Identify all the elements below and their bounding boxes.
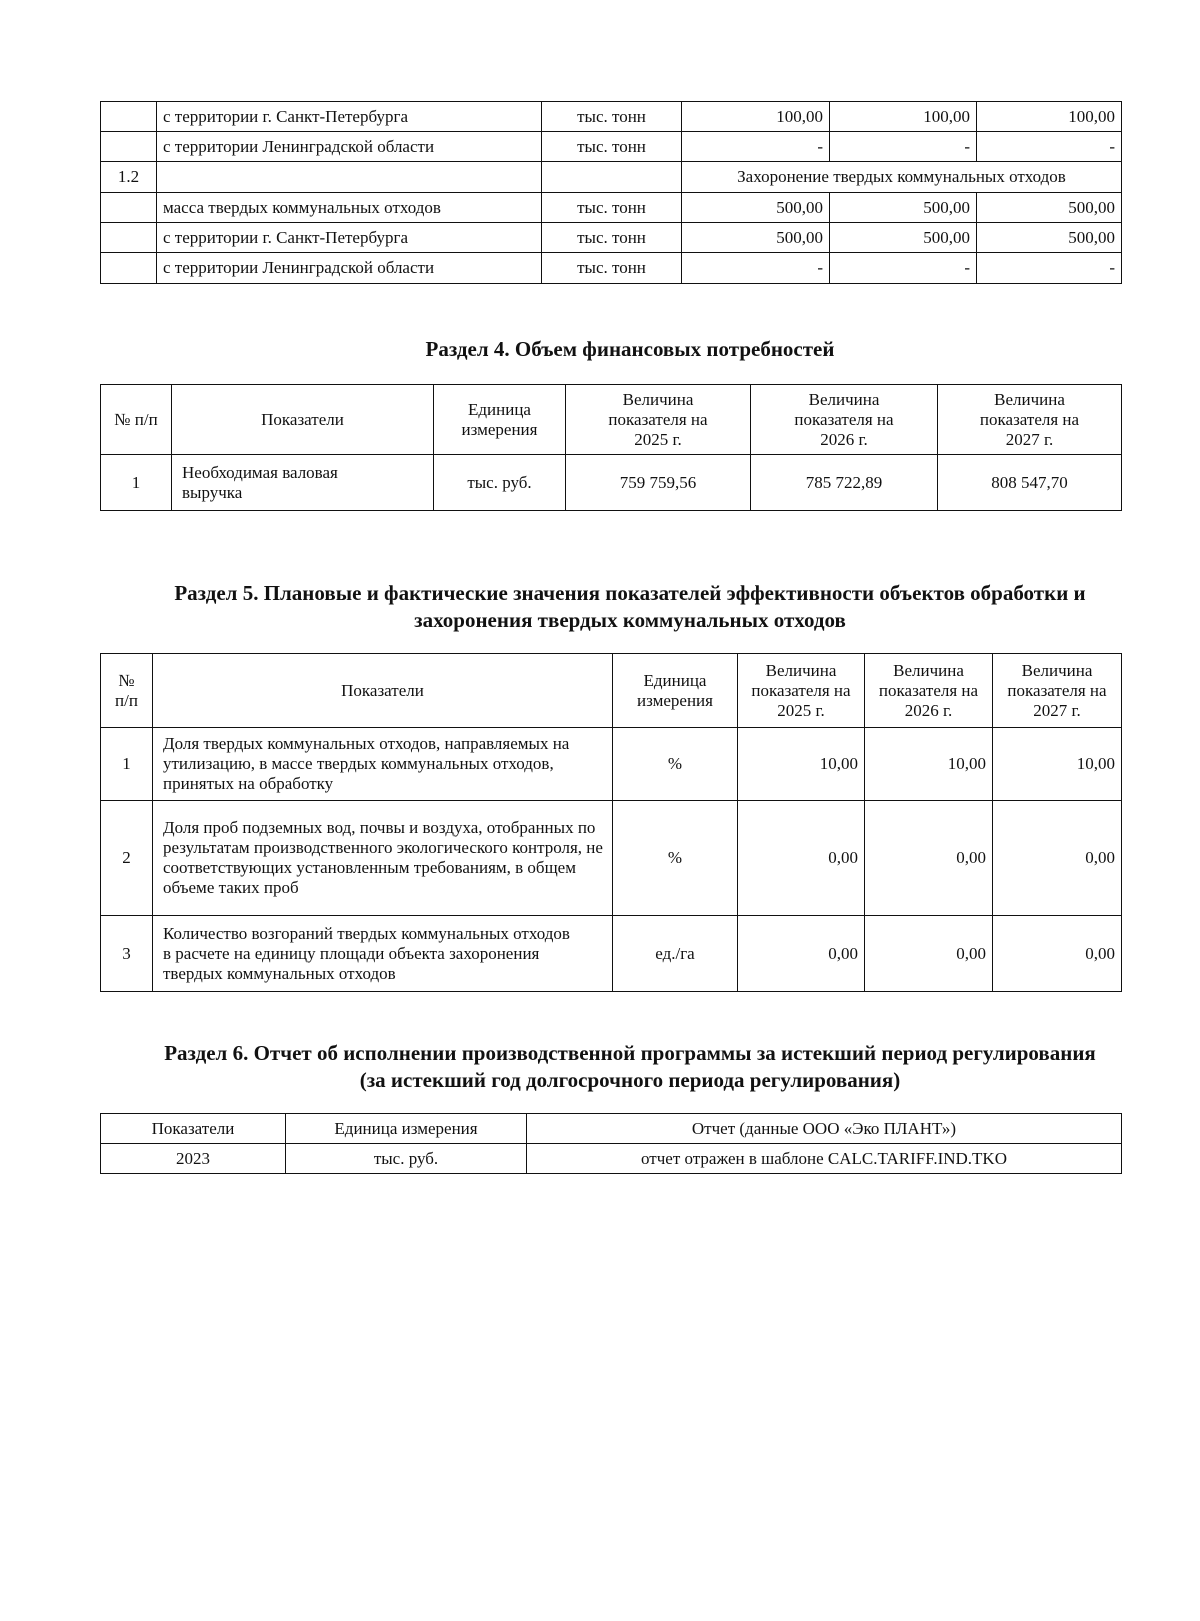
row-value-2026: 0,00 bbox=[865, 916, 993, 992]
row-unit: тыс. руб. bbox=[286, 1144, 527, 1174]
row-value-2025: 0,00 bbox=[738, 916, 865, 992]
row-name: Доля проб подземных вод, почвы и воздуха, отобранных по результатам производственного экологического контроля, не соответствующих установленным требованиям, в общем объеме таких проб bbox=[153, 801, 613, 916]
table-section6 bbox=[100, 1113, 1122, 1174]
table-section3-tail bbox=[100, 101, 1122, 284]
header-report: Отчет (данные ООО «Эко ПЛАНТ») bbox=[527, 1114, 1122, 1144]
section6-title: Раздел 6. Отчет об исполнении производственной программы за истекший период регулирования (за истекший год долгосрочного периода регулирования) bbox=[164, 1041, 1096, 1092]
row-value-2027: 0,00 bbox=[993, 916, 1122, 992]
row-value-2027: 500,00 bbox=[977, 193, 1122, 223]
table-row bbox=[101, 193, 1122, 223]
table-section5 bbox=[100, 653, 1122, 992]
header-num: № п/п bbox=[101, 654, 153, 728]
section4-title: Раздел 4. Объем финансовых потребностей bbox=[425, 337, 835, 361]
row-value-2025: 0,00 bbox=[738, 801, 865, 916]
row-value-2027: - bbox=[977, 253, 1122, 284]
row-num bbox=[101, 132, 157, 162]
row-name: с территории Ленинградской области bbox=[157, 132, 542, 162]
row-value-2027: 100,00 bbox=[977, 102, 1122, 132]
header-indicator: Показатели bbox=[101, 1114, 286, 1144]
row-name: Необходимая валовая выручка bbox=[172, 455, 434, 511]
row-unit: тыс. тонн bbox=[542, 223, 682, 253]
table-row bbox=[101, 102, 1122, 132]
row-value-2025: 10,00 bbox=[738, 728, 865, 801]
row-value-2026: - bbox=[830, 132, 977, 162]
row-value-2026: 0,00 bbox=[865, 801, 993, 916]
row-value-2026: 10,00 bbox=[865, 728, 993, 801]
row-value-2027: - bbox=[977, 132, 1122, 162]
row-num bbox=[101, 253, 157, 284]
row-value-2027: 10,00 bbox=[993, 728, 1122, 801]
row-value-2026: 500,00 bbox=[830, 193, 977, 223]
table-row bbox=[101, 455, 1122, 511]
row-num: 1 bbox=[101, 455, 172, 511]
row-value-2025: - bbox=[682, 253, 830, 284]
header-unit: Единица измерения bbox=[434, 385, 566, 455]
row-value-2025: 100,00 bbox=[682, 102, 830, 132]
row-unit: тыс. тонн bbox=[542, 253, 682, 284]
header-name: Показатели bbox=[153, 654, 613, 728]
row-value-2025: 759 759,56 bbox=[566, 455, 751, 511]
row-unit: тыс. руб. bbox=[434, 455, 566, 511]
table-row bbox=[101, 728, 1122, 801]
row-unit: тыс. тонн bbox=[542, 102, 682, 132]
header-value-2025: Величина показателя на 2025 г. bbox=[566, 385, 751, 455]
row-value-2026: 500,00 bbox=[830, 223, 977, 253]
row-value-2025: 500,00 bbox=[682, 193, 830, 223]
table-row bbox=[101, 801, 1122, 916]
table-row bbox=[101, 1144, 1122, 1174]
row-value-2026: 100,00 bbox=[830, 102, 977, 132]
row-value-2025: 500,00 bbox=[682, 223, 830, 253]
table-header-row bbox=[101, 385, 1122, 455]
row-value-2027: 808 547,70 bbox=[938, 455, 1122, 511]
row-value-2025: - bbox=[682, 132, 830, 162]
row-indicator: 2023 bbox=[101, 1144, 286, 1174]
header-unit: Единица измерения bbox=[613, 654, 738, 728]
row-unit: ед./га bbox=[613, 916, 738, 992]
row-num bbox=[101, 193, 157, 223]
row-name: с территории г. Санкт-Петербурга bbox=[157, 223, 542, 253]
row-name: с территории Ленинградской области bbox=[157, 253, 542, 284]
header-num: № п/п bbox=[101, 385, 172, 455]
row-name: Количество возгораний твердых коммунальных отходов в расчете на единицу площади объекта захоронения твердых коммунальных отходов bbox=[153, 916, 613, 992]
table-row bbox=[101, 162, 1122, 193]
header-value-2027: Величина показателя на 2027 г. bbox=[993, 654, 1122, 728]
header-name: Показатели bbox=[172, 385, 434, 455]
row-unit: % bbox=[613, 728, 738, 801]
section5-title: Раздел 5. Плановые и фактические значения показателей эффективности объектов обработки и захоронения твердых коммунальных отходов bbox=[174, 581, 1086, 632]
table-header-row bbox=[101, 1114, 1122, 1144]
row-value-2026: 785 722,89 bbox=[751, 455, 938, 511]
row-name: с территории г. Санкт-Петербурга bbox=[157, 102, 542, 132]
row-num: 1.2 bbox=[101, 162, 157, 193]
row-num bbox=[101, 223, 157, 253]
row-num: 2 bbox=[101, 801, 153, 916]
table-row bbox=[101, 253, 1122, 284]
row-unit: тыс. тонн bbox=[542, 193, 682, 223]
row-value-2027: 500,00 bbox=[977, 223, 1122, 253]
row-num bbox=[101, 102, 157, 132]
row-unit: тыс. тонн bbox=[542, 132, 682, 162]
table-header-row bbox=[101, 654, 1122, 728]
table-section4 bbox=[100, 384, 1122, 511]
row-value-2026: - bbox=[830, 253, 977, 284]
row-name bbox=[157, 162, 542, 193]
header-value-2027: Величина показателя на 2027 г. bbox=[938, 385, 1122, 455]
table-row bbox=[101, 132, 1122, 162]
row-name: масса твердых коммунальных отходов bbox=[157, 193, 542, 223]
header-unit: Единица измерения bbox=[286, 1114, 527, 1144]
row-report: отчет отражен в шаблоне CALC.TARIFF.IND.TKO bbox=[527, 1144, 1122, 1174]
header-value-2026: Величина показателя на 2026 г. bbox=[751, 385, 938, 455]
row-num: 1 bbox=[101, 728, 153, 801]
row-unit: % bbox=[613, 801, 738, 916]
row-span-text: Захоронение твердых коммунальных отходов bbox=[682, 162, 1122, 193]
row-value-2027: 0,00 bbox=[993, 801, 1122, 916]
table-row bbox=[101, 223, 1122, 253]
row-num: 3 bbox=[101, 916, 153, 992]
row-name: Доля твердых коммунальных отходов, направляемых на утилизацию, в массе твердых коммунальных отходов, принятых на обработку bbox=[153, 728, 613, 801]
table-row bbox=[101, 916, 1122, 992]
header-value-2025: Величина показателя на 2025 г. bbox=[738, 654, 865, 728]
row-unit bbox=[542, 162, 682, 193]
header-value-2026: Величина показателя на 2026 г. bbox=[865, 654, 993, 728]
